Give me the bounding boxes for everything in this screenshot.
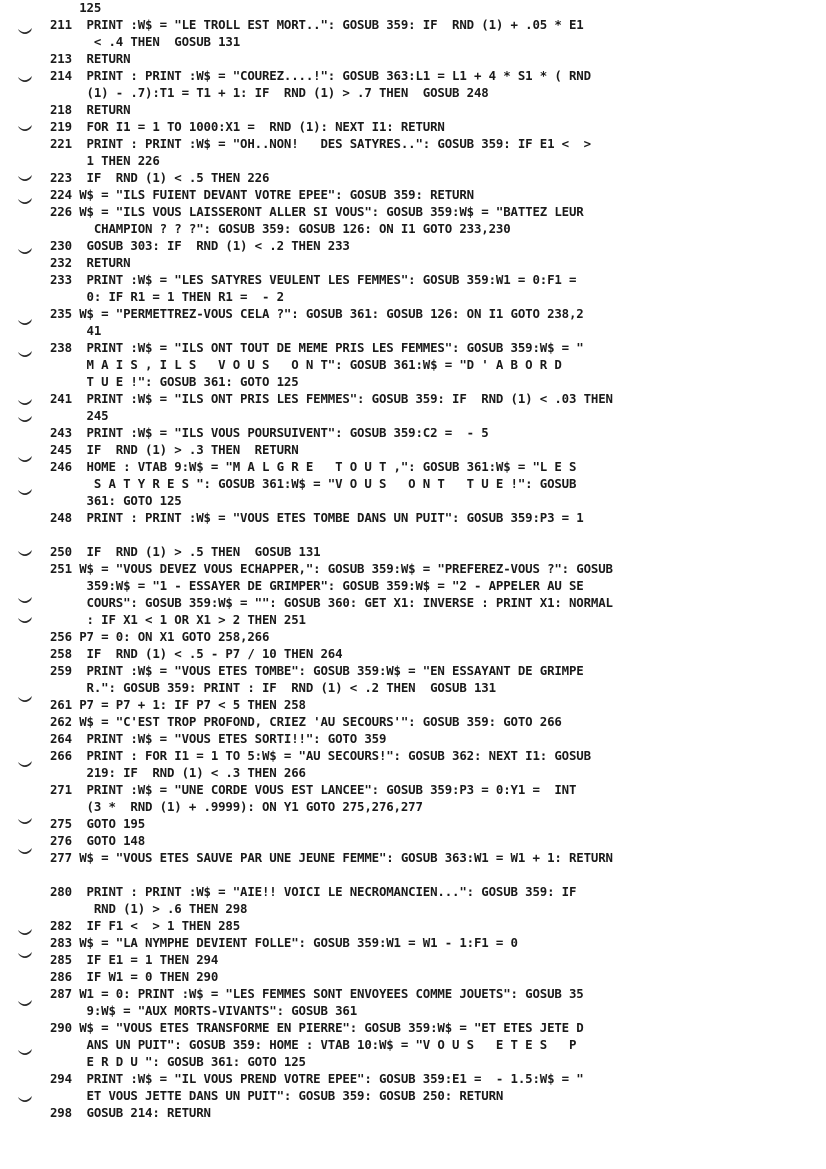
code-line: 232 RETURN: [50, 255, 131, 270]
binding-hole-mark-icon: [17, 27, 33, 37]
code-line: 286 IF W1 = 0 THEN 290: [50, 969, 219, 984]
code-line: 238 PRINT :W$ = "ILS ONT TOUT DE MEME PRIS LES FEMMES": GOSUB 359:W$ = ": [50, 340, 584, 355]
code-line: 211 PRINT :W$ = "LE TROLL EST MORT..": GOSUB 359: IF RND (1) + .05 * E1: [50, 17, 584, 32]
binding-hole-mark-icon: [17, 488, 33, 498]
code-line: 213 RETURN: [50, 51, 131, 66]
binding-hole-mark-icon: [17, 455, 33, 465]
code-line: 245 IF RND (1) > .3 THEN RETURN: [50, 442, 299, 457]
code-line: 218 RETURN: [50, 102, 131, 117]
code-line: 125: [50, 0, 102, 15]
code-line: 259 PRINT :W$ = "VOUS ETES TOMBE": GOSUB 359:W$ = "EN ESSAYANT DE GRIMPE: [50, 663, 584, 678]
binding-hole-mark-icon: [17, 549, 33, 559]
code-line: 262 W$ = "C'EST TROP PROFOND, CRIEZ 'AU SECOURS'": GOSUB 359: GOTO 266: [50, 714, 562, 729]
code-line: 283 W$ = "LA NYMPHE DEVIENT FOLLE": GOSUB 359:W1 = W1 - 1:F1 = 0: [50, 935, 518, 950]
code-line: 275 GOTO 195: [50, 816, 146, 831]
code-line: CHAMPION ? ? ?": GOSUB 359: GOSUB 126: ON I1 GOTO 233,230: [50, 221, 511, 236]
binding-hole-mark-icon: [17, 695, 33, 705]
binding-hole-mark-icon: [17, 1048, 33, 1058]
code-line: 294 PRINT :W$ = "IL VOUS PREND VOTRE EPEE": GOSUB 359:E1 = - 1.5:W$ = ": [50, 1071, 584, 1086]
binding-hole-mark-icon: [17, 247, 33, 257]
code-line: RND (1) > .6 THEN 298: [50, 901, 248, 916]
code-line: 230 GOSUB 303: IF RND (1) < .2 THEN 233: [50, 238, 350, 253]
binding-hole-mark-icon: [17, 124, 33, 134]
code-line: 361: GOTO 125: [50, 493, 182, 508]
code-line: 282 IF F1 < > 1 THEN 285: [50, 918, 241, 933]
code-line: 246 HOME : VTAB 9:W$ = "M A L G R E T O U T ,": GOSUB 361:W$ = "L E S: [50, 459, 577, 474]
code-line: 248 PRINT : PRINT :W$ = "VOUS ETES TOMBE DANS UN PUIT": GOSUB 359:P3 = 1: [50, 510, 584, 525]
code-line: E R D U ": GOSUB 361: GOTO 125: [50, 1054, 306, 1069]
code-line: S A T Y R E S ": GOSUB 361:W$ = "V O U S O N T T U E !": GOSUB: [50, 476, 577, 491]
code-line: 221 PRINT : PRINT :W$ = "OH..NON! DES SATYRES..": GOSUB 359: IF E1 < >: [50, 136, 591, 151]
code-line: 223 IF RND (1) < .5 THEN 226: [50, 170, 270, 185]
code-line: < .4 THEN GOSUB 131: [50, 34, 241, 49]
binding-hole-mark-icon: [17, 398, 33, 408]
binding-hole-mark-icon: [17, 817, 33, 827]
code-line: 280 PRINT : PRINT :W$ = "AIE!! VOICI LE NECROMANCIEN...": GOSUB 359: IF: [50, 884, 577, 899]
code-line: 285 IF E1 = 1 THEN 294: [50, 952, 219, 967]
code-line: 266 PRINT : FOR I1 = 1 TO 5:W$ = "AU SECOURS!": GOSUB 362: NEXT I1: GOSUB: [50, 748, 591, 763]
code-line: 224 W$ = "ILS FUIENT DEVANT VOTRE EPEE": GOSUB 359: RETURN: [50, 187, 474, 202]
code-line: 290 W$ = "VOUS ETES TRANSFORME EN PIERRE": GOSUB 359:W$ = "ET ETES JETE D: [50, 1020, 584, 1035]
binding-hole-mark-icon: [17, 318, 33, 328]
code-line: 264 PRINT :W$ = "VOUS ETES SORTI!!": GOTO 359: [50, 731, 387, 746]
code-line: 258 IF RND (1) < .5 - P7 / 10 THEN 264: [50, 646, 343, 661]
code-line: R.": GOSUB 359: PRINT : IF RND (1) < .2 THEN GOSUB 131: [50, 680, 496, 695]
code-line: 235 W$ = "PERMETTREZ-VOUS CELA ?": GOSUB 361: GOSUB 126: ON I1 GOTO 238,2: [50, 306, 584, 321]
binding-hole-mark-icon: [17, 760, 33, 770]
code-line: 271 PRINT :W$ = "UNE CORDE VOUS EST LANCEE": GOSUB 359:P3 = 0:Y1 = INT: [50, 782, 577, 797]
code-line: 250 IF RND (1) > .5 THEN GOSUB 131: [50, 544, 321, 559]
code-line: 233 PRINT :W$ = "LES SATYRES VEULENT LES FEMMES": GOSUB 359:W1 = 0:F1 =: [50, 272, 577, 287]
binding-hole-mark-icon: [17, 616, 33, 626]
binding-hole-mark-icon: [17, 197, 33, 207]
code-line: ET VOUS JETTE DANS UN PUIT": GOSUB 359: GOSUB 250: RETURN: [50, 1088, 504, 1103]
code-line: 219 FOR I1 = 1 TO 1000:X1 = RND (1): NEXT I1: RETURN: [50, 119, 445, 134]
binding-hole-mark-icon: [17, 174, 33, 184]
code-line: 261 P7 = P7 + 1: IF P7 < 5 THEN 258: [50, 697, 306, 712]
code-line: : IF X1 < 1 OR X1 > 2 THEN 251: [50, 612, 306, 627]
code-line: 251 W$ = "VOUS DEVEZ VOUS ECHAPPER,": GOSUB 359:W$ = "PREFEREZ-VOUS ?": GOSUB: [50, 561, 613, 576]
code-line: (3 * RND (1) + .9999): ON Y1 GOTO 275,276,277: [50, 799, 423, 814]
code-line: 298 GOSUB 214: RETURN: [50, 1105, 211, 1120]
binding-hole-mark-icon: [17, 1095, 33, 1105]
code-line: 0: IF R1 = 1 THEN R1 = - 2: [50, 289, 284, 304]
binding-hole-mark-icon: [17, 350, 33, 360]
binding-hole-mark-icon: [17, 951, 33, 961]
binding-hole-mark-icon: [17, 928, 33, 938]
binding-hole-mark-icon: [17, 999, 33, 1009]
code-line: 1 THEN 226: [50, 153, 160, 168]
code-line: 214 PRINT : PRINT :W$ = "COUREZ....!": GOSUB 363:L1 = L1 + 4 * S1 * ( RND: [50, 68, 591, 83]
code-line: 9:W$ = "AUX MORTS-VIVANTS": GOSUB 361: [50, 1003, 358, 1018]
code-line: T U E !": GOSUB 361: GOTO 125: [50, 374, 299, 389]
code-line: (1) - .7):T1 = T1 + 1: IF RND (1) > .7 THEN GOSUB 248: [50, 85, 489, 100]
code-line: 256 P7 = 0: ON X1 GOTO 258,266: [50, 629, 270, 644]
code-line: 241 PRINT :W$ = "ILS ONT PRIS LES FEMMES": GOSUB 359: IF RND (1) < .03 THEN: [50, 391, 613, 406]
code-line: ANS UN PUIT": GOSUB 359: HOME : VTAB 10:W$ = "V O U S E T E S P: [50, 1037, 577, 1052]
code-line: 245: [50, 408, 109, 423]
code-line: 287 W1 = 0: PRINT :W$ = "LES FEMMES SONT ENVOYEES COMME JOUETS": GOSUB 35: [50, 986, 584, 1001]
binding-hole-mark-icon: [17, 415, 33, 425]
code-line: 41: [50, 323, 102, 338]
code-line: 226 W$ = "ILS VOUS LAISSERONT ALLER SI VOUS": GOSUB 359:W$ = "BATTEZ LEUR: [50, 204, 584, 219]
code-line: 277 W$ = "VOUS ETES SAUVE PAR UNE JEUNE FEMME": GOSUB 363:W1 = W1 + 1: RETURN: [50, 850, 613, 865]
code-line: 219: IF RND (1) < .3 THEN 266: [50, 765, 306, 780]
code-line: 276 GOTO 148: [50, 833, 146, 848]
code-line: 243 PRINT :W$ = "ILS VOUS POURSUIVENT": GOSUB 359:C2 = - 5: [50, 425, 489, 440]
code-line: 359:W$ = "1 - ESSAYER DE GRIMPER": GOSUB 359:W$ = "2 - APPELER AU SE: [50, 578, 584, 593]
code-line: COURS": GOSUB 359:W$ = "": GOSUB 360: GET X1: INVERSE : PRINT X1: NORMAL: [50, 595, 613, 610]
code-line: M A I S , I L S V O U S O N T": GOSUB 361:W$ = "D ' A B O R D: [50, 357, 562, 372]
binding-hole-mark-icon: [17, 847, 33, 857]
binding-hole-mark-icon: [17, 596, 33, 606]
binding-hole-mark-icon: [17, 75, 33, 85]
